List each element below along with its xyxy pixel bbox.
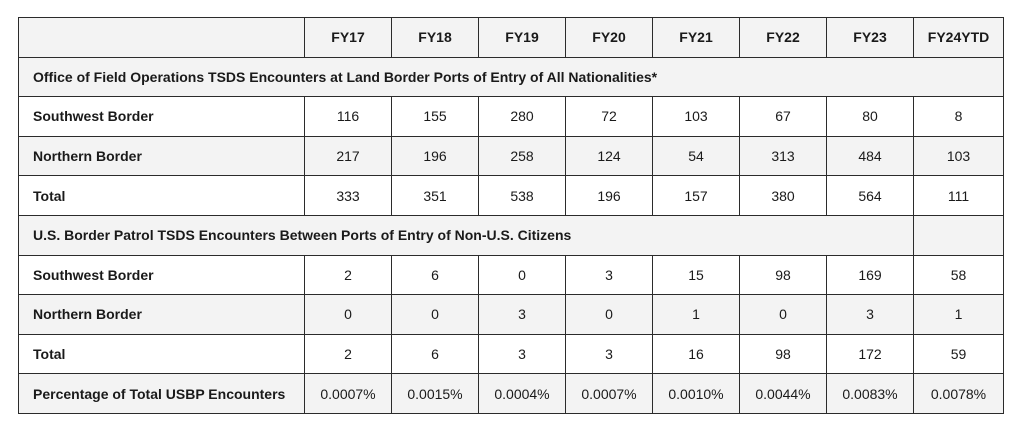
- header-row: [19, 18, 1004, 58]
- table-cell: 2: [305, 334, 392, 374]
- table-cell: 3: [479, 334, 566, 374]
- table-cell: 0: [566, 295, 653, 335]
- table-cell: 58: [914, 255, 1004, 295]
- table-cell: 0.0078%: [914, 374, 1004, 414]
- table-cell: 313: [740, 136, 827, 176]
- table-cell: 0.0015%: [392, 374, 479, 414]
- table-cell: 8: [914, 97, 1004, 137]
- table-row: [19, 255, 1004, 295]
- column-header: FY19: [479, 18, 566, 58]
- row-label: Total: [19, 176, 305, 216]
- section-title: U.S. Border Patrol TSDS Encounters Between Ports of Entry of Non-U.S. Citizens: [19, 215, 914, 255]
- corner-cell: [19, 18, 305, 58]
- table-row: [19, 136, 1004, 176]
- table-cell: 116: [305, 97, 392, 137]
- row-label: Northern Border: [19, 136, 305, 176]
- table-cell: 3: [566, 255, 653, 295]
- table-cell: 3: [827, 295, 914, 335]
- column-header: FY22: [740, 18, 827, 58]
- table-cell: 2: [305, 255, 392, 295]
- row-label: Total: [19, 334, 305, 374]
- section-header-row: [19, 57, 1004, 97]
- table-cell: 3: [479, 295, 566, 335]
- table-cell: 6: [392, 334, 479, 374]
- table-cell: 0.0044%: [740, 374, 827, 414]
- table-row: [19, 374, 1004, 414]
- table-cell: 3: [566, 334, 653, 374]
- table-cell: 258: [479, 136, 566, 176]
- table-cell: 16: [653, 334, 740, 374]
- column-header: FY24YTD: [914, 18, 1004, 58]
- table-cell: 6: [392, 255, 479, 295]
- table-cell: 155: [392, 97, 479, 137]
- table-cell: 124: [566, 136, 653, 176]
- row-label: Northern Border: [19, 295, 305, 335]
- table-cell: 333: [305, 176, 392, 216]
- table-cell: 0.0007%: [566, 374, 653, 414]
- row-label: Southwest Border: [19, 97, 305, 137]
- column-header: FY18: [392, 18, 479, 58]
- table-cell: 538: [479, 176, 566, 216]
- table-cell: 80: [827, 97, 914, 137]
- table-cell: 169: [827, 255, 914, 295]
- table-cell: 0.0010%: [653, 374, 740, 414]
- table-cell: 196: [392, 136, 479, 176]
- table-cell: 98: [740, 255, 827, 295]
- table-cell: 0.0007%: [305, 374, 392, 414]
- table-cell: 98: [740, 334, 827, 374]
- table-cell: 0: [479, 255, 566, 295]
- table-cell: 111: [914, 176, 1004, 216]
- table-cell: 217: [305, 136, 392, 176]
- table-cell: 351: [392, 176, 479, 216]
- table-cell: 196: [566, 176, 653, 216]
- table-row: [19, 295, 1004, 335]
- column-header: FY17: [305, 18, 392, 58]
- table-cell: 1: [653, 295, 740, 335]
- column-header: FY20: [566, 18, 653, 58]
- table-cell: 1: [914, 295, 1004, 335]
- table-cell: 0.0004%: [479, 374, 566, 414]
- table-cell: 103: [914, 136, 1004, 176]
- table-cell: 15: [653, 255, 740, 295]
- table-cell: 67: [740, 97, 827, 137]
- column-header: FY21: [653, 18, 740, 58]
- table-cell: 157: [653, 176, 740, 216]
- section-header-row: [19, 215, 1004, 255]
- table-cell: 0: [392, 295, 479, 335]
- table-cell: 380: [740, 176, 827, 216]
- table-cell: 103: [653, 97, 740, 137]
- section-title: Office of Field Operations TSDS Encounters at Land Border Ports of Entry of All Nationalities*: [19, 57, 1004, 97]
- table-cell: 59: [914, 334, 1004, 374]
- table-row: [19, 176, 1004, 216]
- table-cell: 72: [566, 97, 653, 137]
- blank-cell: [914, 215, 1004, 255]
- table-cell: 564: [827, 176, 914, 216]
- table-cell: 172: [827, 334, 914, 374]
- table-row: [19, 334, 1004, 374]
- row-label: Percentage of Total USBP Encounters: [19, 374, 305, 414]
- encounters-table: [18, 17, 1004, 414]
- table-row: [19, 97, 1004, 137]
- table-cell: 484: [827, 136, 914, 176]
- table-cell: 0: [740, 295, 827, 335]
- table-cell: 54: [653, 136, 740, 176]
- column-header: FY23: [827, 18, 914, 58]
- table-cell: 0: [305, 295, 392, 335]
- table-cell: 0.0083%: [827, 374, 914, 414]
- row-label: Southwest Border: [19, 255, 305, 295]
- table-cell: 280: [479, 97, 566, 137]
